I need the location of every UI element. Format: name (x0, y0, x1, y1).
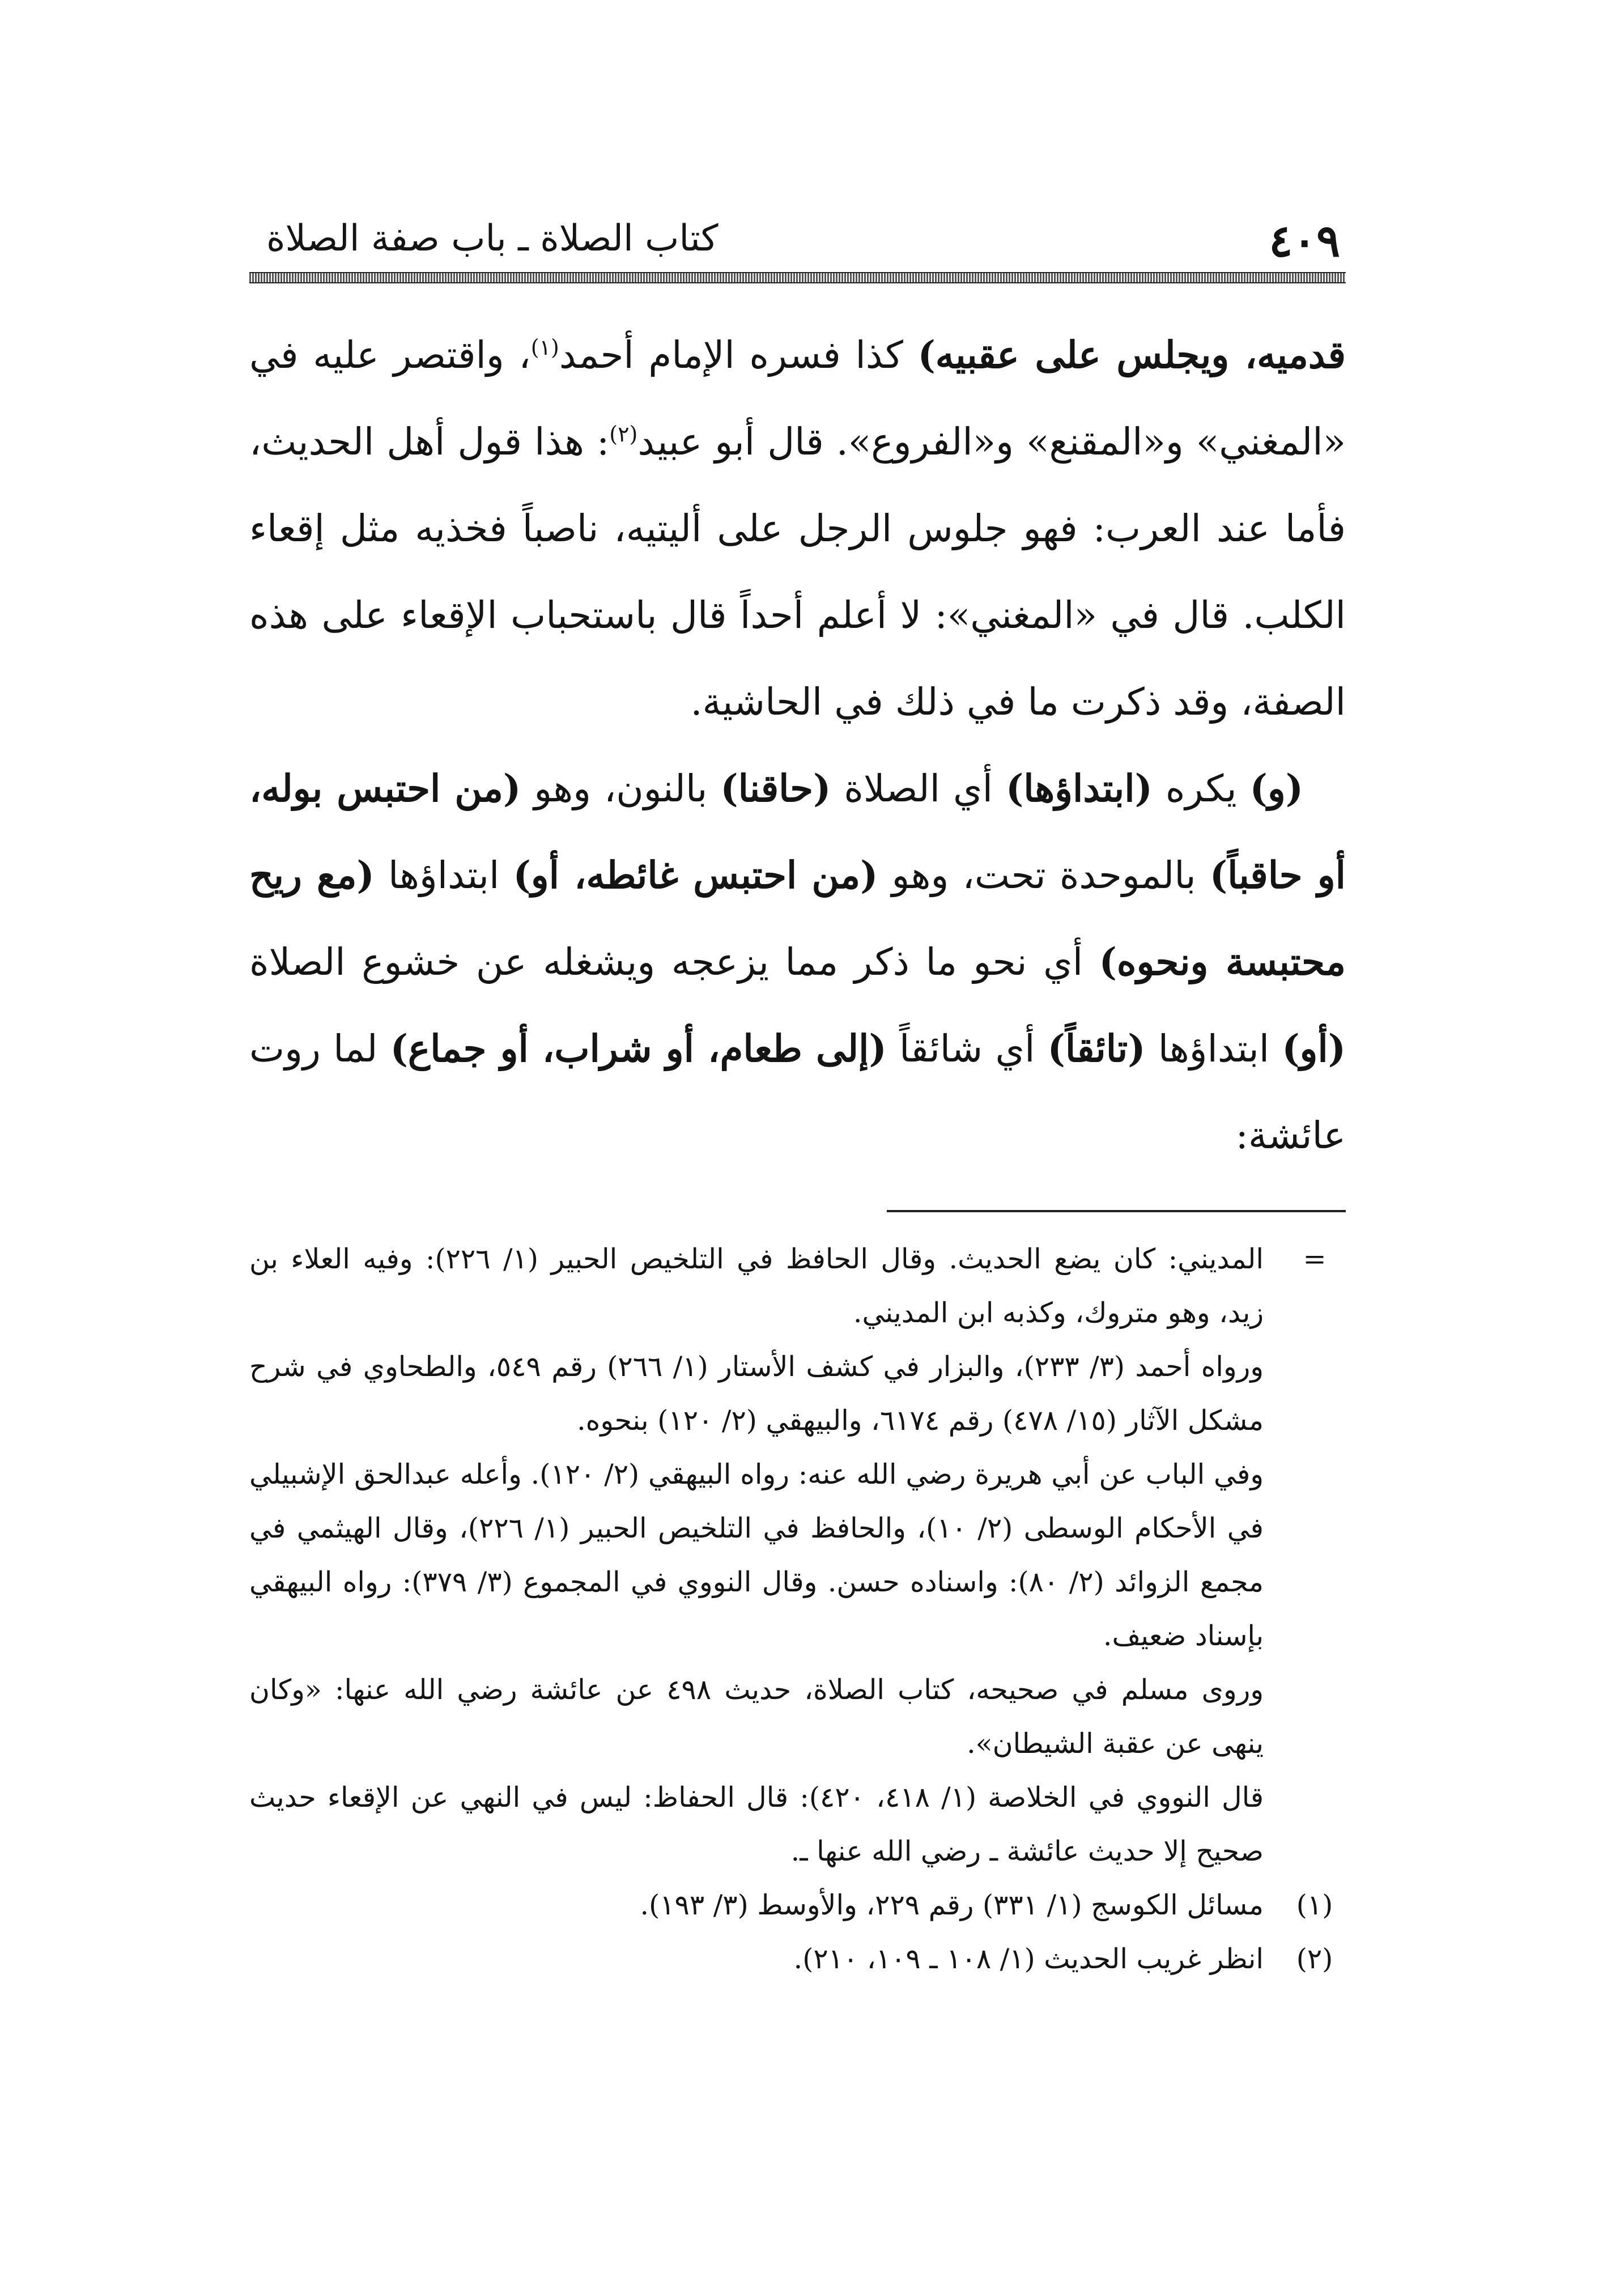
running-title: كتاب الصلاة ـ باب صفة الصلاة (266, 218, 719, 260)
footnote-continuation (249, 1770, 1346, 1878)
main-text (249, 312, 1346, 1179)
footnote-continuation (249, 1232, 1346, 1340)
footnote-marker: (٢) (1296, 1943, 1333, 1975)
text-run: ابتداؤها (374, 853, 513, 897)
text-run: ، واقتصر عليه في «المغني» و«المقنع» و«الفروع». قال أبو عبيد (249, 333, 1346, 464)
bold-text: (من احتبس غائطه، أو) (513, 853, 878, 897)
bold-text: (حاقنا) (720, 766, 831, 810)
text-run: لما روت عائشة: (249, 1027, 1346, 1157)
header-rule (249, 272, 1346, 283)
text-run: : هذا قول أهل الحديث، فأما عند العرب: فهو جلوس الرجل على أليتيه، ناصباً فخذيه مثل إقعاء الكلب. قال في «المغني»: لا أعلم أحداً قال باستحباب الإقعاء على هذه الصفة، وقد ذكرت ما في ذلك في الحاشية. (249, 420, 1346, 724)
continuation-marker: = (1303, 1243, 1327, 1275)
footnote-marker: (١) (1296, 1889, 1333, 1921)
page-header (249, 204, 1346, 275)
footnote-text: مسائل الكوسج (١/ ٣٣١) رقم ٢٢٩، والأوسط (٣/ ١٩٣). (640, 1889, 1264, 1921)
bold-text: (مع ريح محتبسة ونحوه) (249, 853, 1346, 984)
bold-text: (من احتبس بوله، أو حاقباً) (249, 766, 1346, 897)
text-run: بالموحدة تحت، وهو (878, 853, 1210, 897)
text-run: كذا فسره الإمام أحمد (559, 333, 918, 377)
footnote-separator (887, 1210, 1346, 1212)
footnote-text: ورواه أحمد (٣/ ٢٣٣)، والبزار في كشف الأستار (١/ ٢٦٦) رقم ٥٤٩، والطحاوي في شرح مشكل الآثار (١٥/ ٤٧٨) رقم ٦١٧٤، والبيهقي (٢/ ١٢٠) بنحوه. (249, 1351, 1264, 1437)
footnote-continuation (249, 1663, 1346, 1770)
bold-text: (تائقاً) (1047, 1026, 1146, 1071)
footnote-1 (249, 1878, 1346, 1932)
footnote-continuation (249, 1340, 1346, 1447)
page-number: ٤٠٩ (1269, 215, 1340, 267)
text-run: أي الصلاة (831, 767, 1006, 810)
main-paragraph-2 (249, 745, 1346, 1179)
footnote-ref-1: (١) (530, 335, 559, 360)
text-run: يكره (1152, 767, 1250, 810)
bold-text: (أو) (1282, 1026, 1346, 1071)
text-run: بالنون، وهو (521, 767, 721, 810)
text-run: أي نحو ما ذكر مما يزعجه ويشغله عن خشوع الصلاة (249, 940, 1099, 984)
book-page (249, 204, 1346, 1986)
bold-text: (و) (1249, 766, 1303, 810)
footnote-ref-2: (٢) (609, 422, 638, 447)
text-run: أي شائقاً (886, 1027, 1048, 1071)
bold-text: (ابتداؤها) (1005, 766, 1153, 810)
footnote-text: وفي الباب عن أبي هريرة رضي الله عنه: رواه البيهقي (٢/ ١٢٠). وأعله عبدالحق الإشبيلي في الأحكام الوسطى (٢/ ١٠)، والحافظ في التلخيص الحبير (١/ ٢٢٦)، وقال الهيثمي في مجمع الزوائد (٢/ ٨٠): واسناده حسن. وقال النووي في المجموع (٣/ ٣٧٩): رواه البيهقي بإسناد ضعيف. (249, 1458, 1264, 1652)
bold-text: قدميه، ويجلس على عقبيه) (917, 333, 1346, 377)
footnote-text: انظر غريب الحديث (١/ ١٠٨ ـ ١٠٩، ٢١٠). (793, 1943, 1264, 1975)
bold-text: (إلى طعام، أو شراب، أو جماع) (390, 1026, 887, 1071)
footnote-text: وروى مسلم في صحيحه، كتاب الصلاة، حديث ٤٩٨ عن عائشة رضي الله عنها: «وكان ينهى عن عقبة الشيطان». (249, 1674, 1264, 1760)
footnotes (249, 1232, 1346, 1986)
footnote-2 (249, 1932, 1346, 1986)
footnote-text: المديني: كان يضع الحديث. وقال الحافظ في التلخيص الحبير (١/ ٢٢٦): وفيه العلاء بن زيد، وهو متروك، وكذبه ابن المديني. (249, 1243, 1264, 1329)
footnote-continuation (249, 1447, 1346, 1663)
footnote-text: قال النووي في الخلاصة (١/ ٤١٨، ٤٢٠): قال الحفاظ: ليس في النهي عن الإقعاء حديث صحيح إلا حديث عائشة ـ رضي الله عنها ـ. (249, 1781, 1264, 1867)
main-paragraph-1 (249, 312, 1346, 745)
text-run: ابتداؤها (1145, 1027, 1282, 1071)
